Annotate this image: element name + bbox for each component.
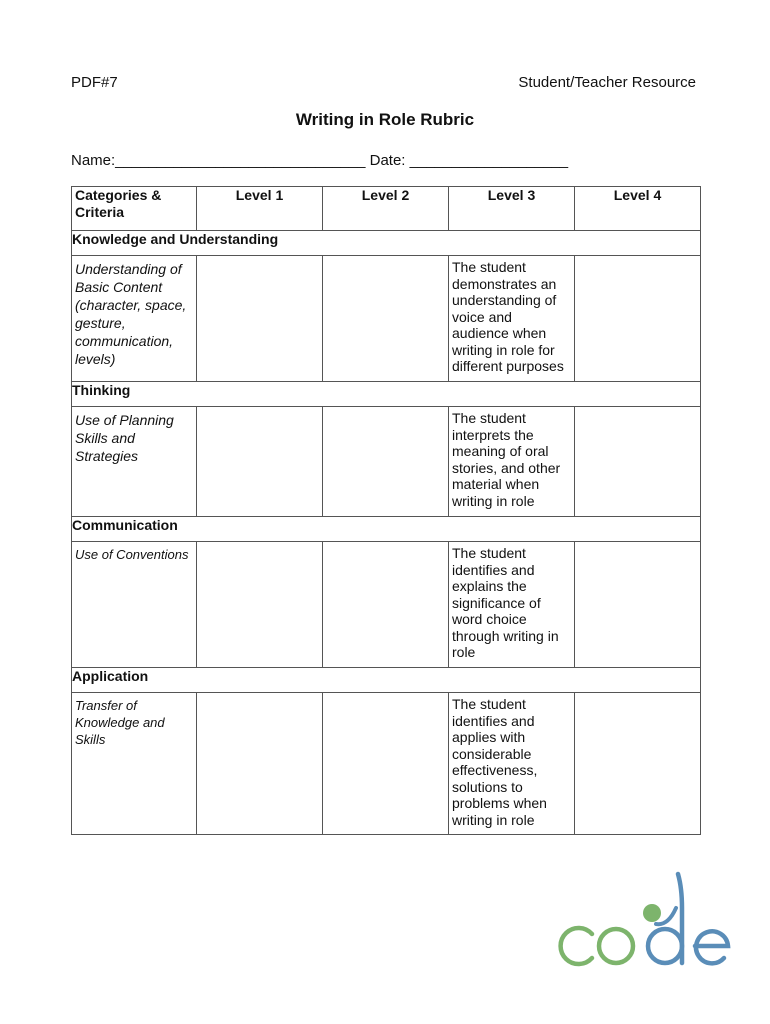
section-application: Application <box>72 668 701 693</box>
section-thinking: Thinking <box>72 382 701 407</box>
level-2-cell <box>323 693 449 835</box>
section-row <box>72 668 701 693</box>
criterion-cell: Transfer of Knowledge and Skills <box>72 693 197 835</box>
level-3-cell: The student interprets the meaning of oral stories, and other material when writing in role <box>449 407 575 517</box>
name-date-line: Name:______________________________ Date: ___________________ <box>71 152 569 169</box>
section-row <box>72 231 701 256</box>
section-row <box>72 517 701 542</box>
level-4-cell <box>575 256 701 382</box>
header-categories: Categories & Criteria <box>72 187 197 231</box>
section-communication: Communication <box>72 517 701 542</box>
level-2-cell <box>323 542 449 668</box>
criterion-cell: Understanding of Basic Content (character, space, gesture, communication, levels) <box>72 256 197 382</box>
level-4-cell <box>575 542 701 668</box>
level-4-cell <box>575 407 701 517</box>
level-1-cell <box>197 693 323 835</box>
level-3-cell: The student demonstrates an understanding of voice and audience when writing in role for different purposes <box>449 256 575 382</box>
level-2-cell <box>323 407 449 517</box>
criterion-cell: Use of Planning Skills and Strategies <box>72 407 197 517</box>
level-4-cell <box>575 693 701 835</box>
section-row <box>72 382 701 407</box>
header-level-2: Level 2 <box>323 187 449 231</box>
table-row <box>72 407 701 517</box>
code-logo <box>548 868 734 972</box>
level-1-cell <box>197 407 323 517</box>
table-row <box>72 542 701 668</box>
resource-type: Student/Teacher Resource <box>518 74 696 91</box>
document-title: Writing in Role Rubric <box>295 110 475 129</box>
level-2-cell <box>323 256 449 382</box>
level-3-cell: The student identifies and applies with considerable effectiveness, solutions to problems when writing in role <box>449 693 575 835</box>
level-1-cell <box>197 256 323 382</box>
table-row <box>72 693 701 835</box>
document-id: PDF#7 <box>71 74 118 91</box>
table-header-row <box>72 187 701 231</box>
level-1-cell <box>197 542 323 668</box>
criterion-cell: Use of Conventions <box>72 542 197 668</box>
header-level-3: Level 3 <box>449 187 575 231</box>
header-level-4: Level 4 <box>575 187 701 231</box>
section-knowledge: Knowledge and Understanding <box>72 231 701 256</box>
level-3-cell: The student identifies and explains the significance of word choice through writing in role <box>449 542 575 668</box>
rubric-table <box>71 186 701 835</box>
header-level-1: Level 1 <box>197 187 323 231</box>
table-row <box>72 256 701 382</box>
